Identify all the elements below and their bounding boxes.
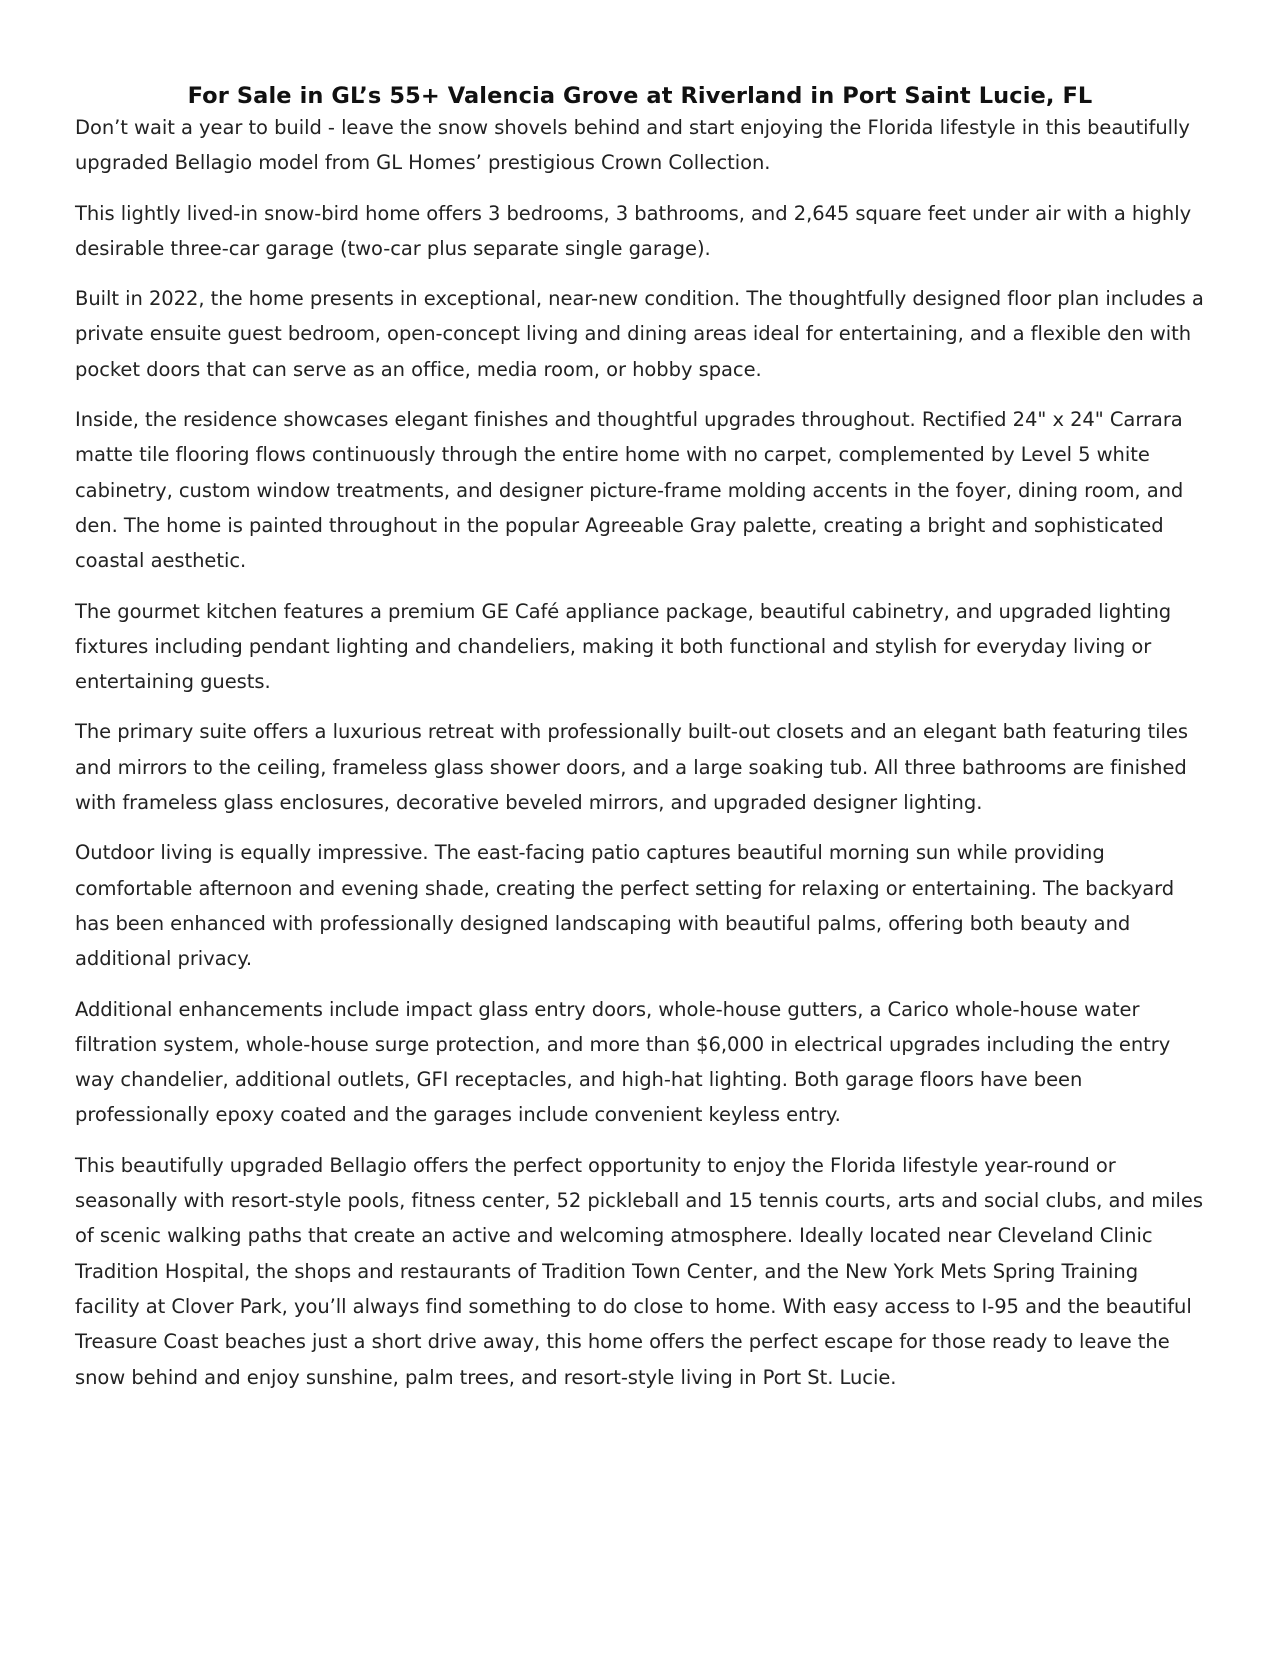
paragraph-kitchen: The gourmet kitchen features a premium GE Café appliance package, beautiful cabinetry, and upgraded lighting fixtures including pendant lighting and chandeliers, making it both functional and stylish for everyday living or entertaining guests. (75, 599, 1172, 694)
paragraph-interior-finishes: Inside, the residence showcases elegant finishes and thoughtful upgrades throughout. Rectified 24" x 24" Carrara matte tile flooring flows continuously through the entire home with no carpet, complemented by Level 5 white cabinetry, custom window treatments, and designer picture-frame molding accents in the foyer, dining room, and den. The home is painted throughout in the popular Agreeable Gray palette, creating a bright and sophisticated coastal aesthetic. (75, 408, 1184, 573)
paragraph-intro: Don’t wait a year to build - leave the snow shovels behind and start enjoying the Florida lifestyle in this beautifully upgraded Bellagio model from GL Homes’ prestigious Crown Collection. (75, 116, 1190, 175)
paragraph-community-location: This beautifully upgraded Bellagio offers the perfect opportunity to enjoy the Florida lifestyle year-round or seasonally with resort-style pools, fitness center, 52 pickleball and 15 tennis courts, arts and social clubs, and miles of scenic walking paths that create an active and welcoming atmosphere. Ideally located near Cleveland Clinic Tradition Hospital, the shops and restaurants of Tradition Town Center, and the New York Mets Spring Training facility at Clover Park, you’ll always find something to do close to home. With easy access to I-95 and the beautiful Treasure Coast beaches just a short drive away, this home offers the perfect escape for those ready to leave the snow behind and enjoy sunshine, palm trees, and resort-style living in Port St. Lucie. (75, 1153, 1203, 1389)
paragraph-enhancements: Additional enhancements include impact glass entry doors, whole-house gutters, a Carico whole-house water filtration system, whole-house surge protection, and more than $6,000 in electrical upgrades including the entry way chandelier, additional outlets, GFI receptacles, and high-hat lighting. Both garage floors have been professionally epoxy coated and the garages include convenient keyless entry. (75, 997, 1171, 1127)
document-title: For Sale in GL’s 55+ Valencia Grove at Riverland in Port Saint Lucie, FL (187, 83, 1093, 109)
document-page (75, 78, 1205, 1410)
paragraph-outdoor-living: Outdoor living is equally impressive. The east-facing patio captures beautiful morning sun while providing comfortable afternoon and evening shade, creating the perfect setting for relaxing or entertaining. The backyard has been enhanced with professionally designed landscaping with beautiful palms, offering both beauty and additional privacy. (75, 841, 1175, 971)
paragraph-floor-plan: Built in 2022, the home presents in exceptional, near-new condition. The thoughtfully designed floor plan includes a private ensuite guest bedroom, open-concept living and dining areas ideal for entertaining, and a flexible den with pocket doors that can serve as an office, media room, or hobby space. (75, 287, 1204, 381)
paragraph-home-overview: This lightly lived-in snow-bird home offers 3 bedrooms, 3 bathrooms, and 2,645 square feet under air with a highly desirable three-car garage (two-car plus separate single garage). (75, 201, 1192, 260)
paragraph-primary-suite: The primary suite offers a luxurious retreat with professionally built-out closets and an elegant bath featuring tiles and mirrors to the ceiling, frameless glass shower doors, and a large soaking tub. All three bathrooms are finished with frameless glass enclosures, decorative beveled mirrors, and upgraded designer lighting. (75, 720, 1188, 815)
